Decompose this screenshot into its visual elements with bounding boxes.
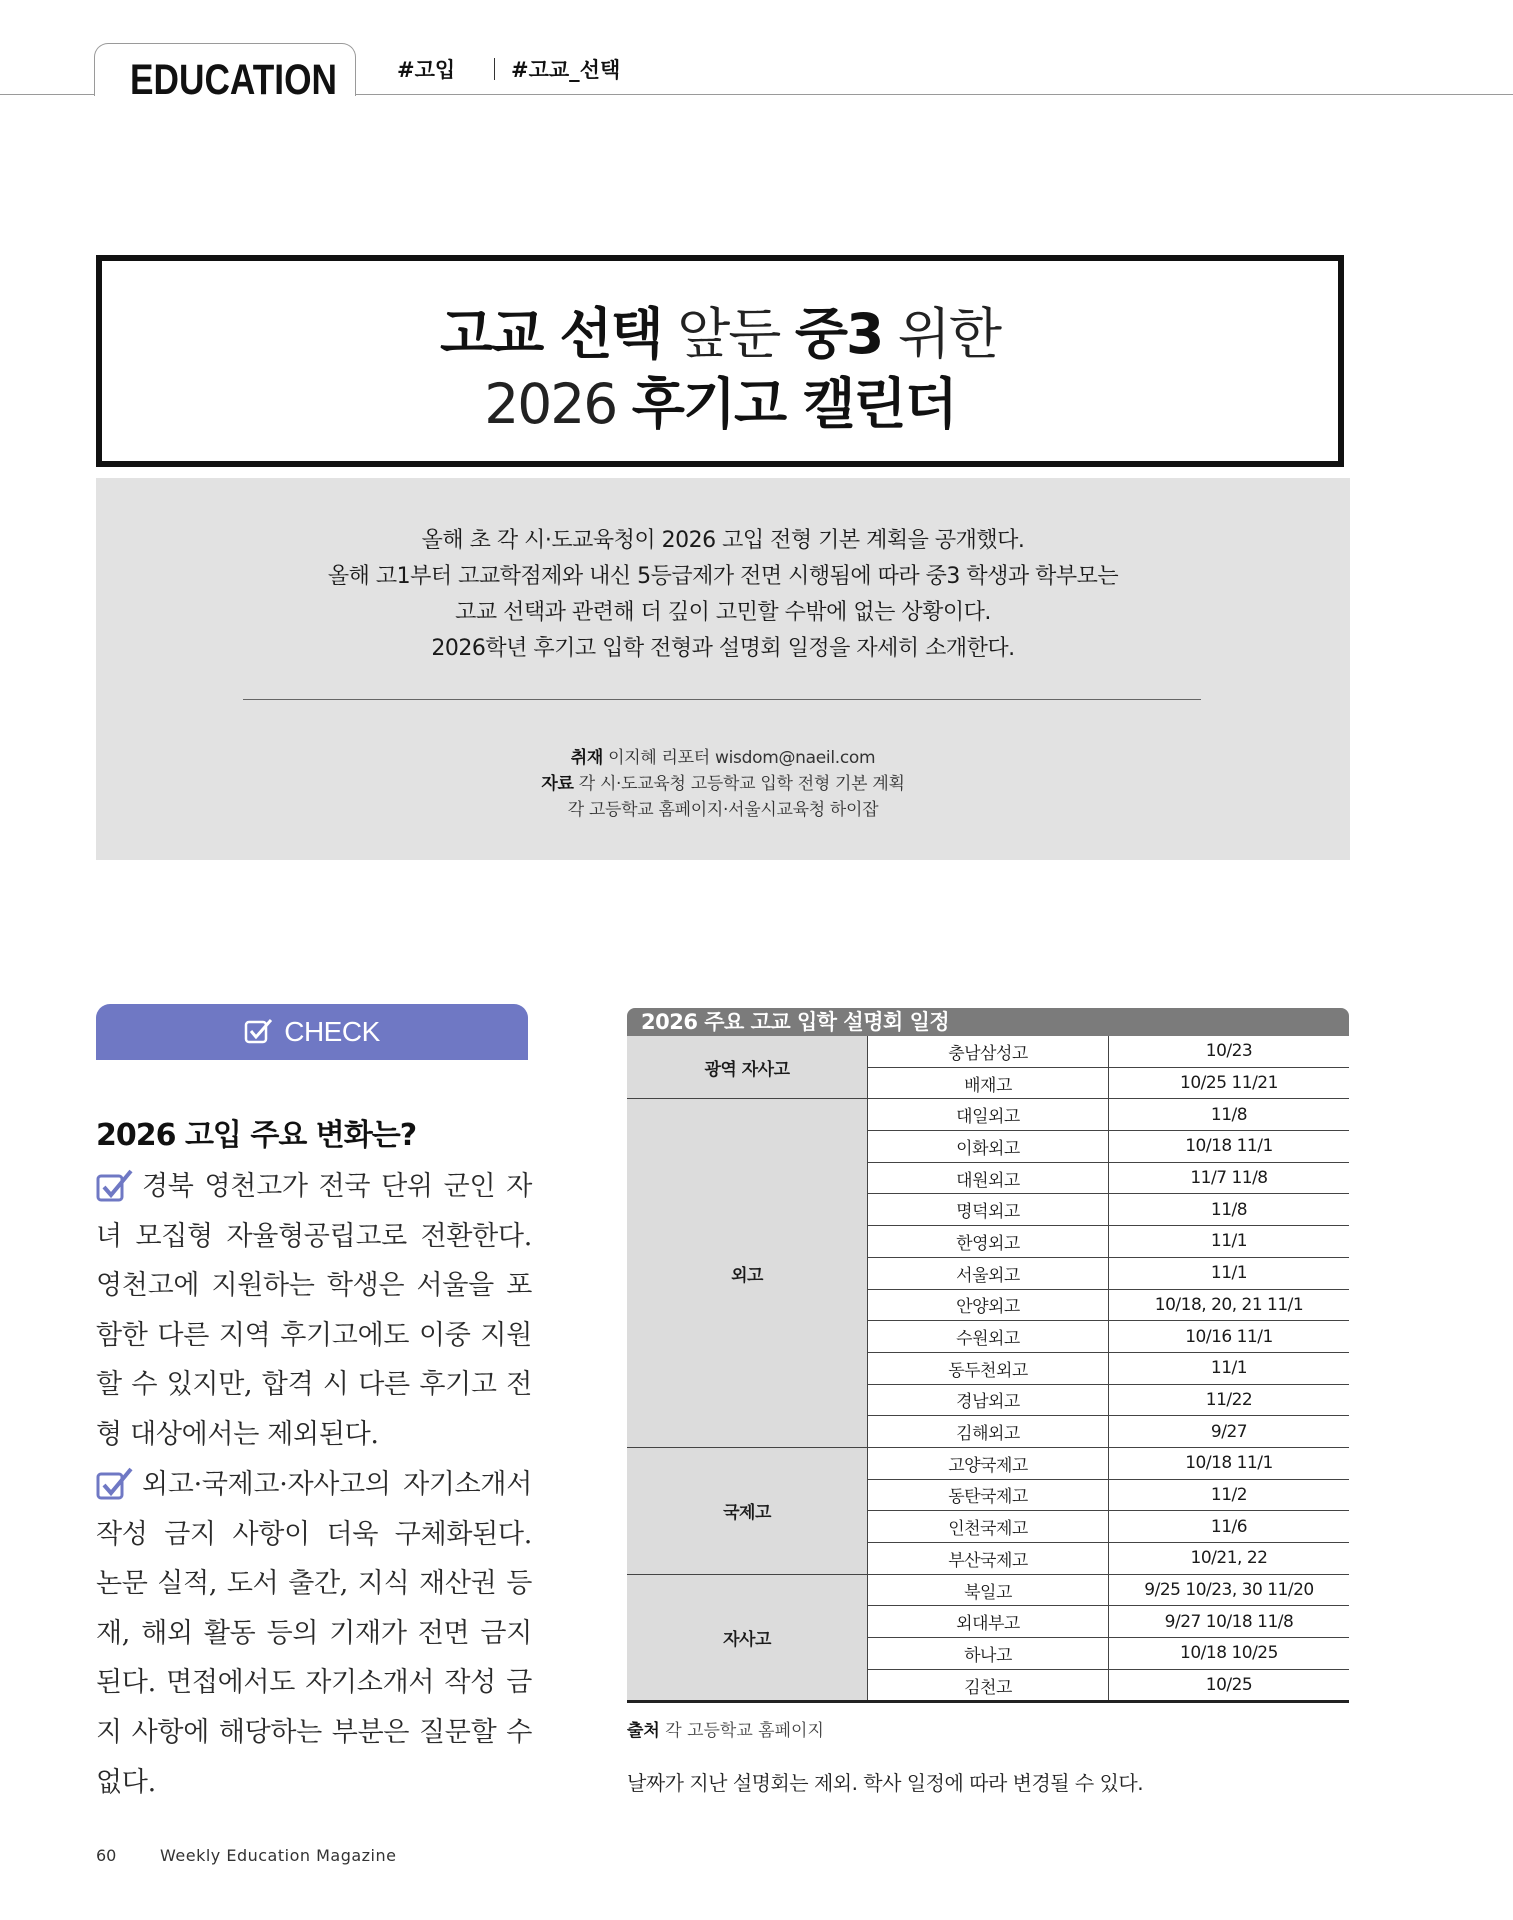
credit-label: 자료: [541, 774, 574, 794]
date-cell: 10/18 10/25: [1109, 1638, 1350, 1670]
school-cell: 김해외고: [868, 1416, 1109, 1448]
title-part: 중3: [794, 302, 883, 366]
date-cell: 9/27 10/18 11/8: [1109, 1606, 1350, 1638]
title-part: 후기고 캘린더: [631, 372, 956, 436]
title-part: 위한: [882, 302, 1001, 366]
table-row: [627, 1036, 1349, 1067]
school-cell: 고양국제고: [868, 1447, 1109, 1479]
checkbox-icon: [96, 1168, 134, 1202]
title-line-1: [102, 301, 1338, 367]
date-cell: 10/23: [1109, 1036, 1350, 1067]
page-number: 60: [96, 1846, 117, 1865]
date-cell: 11/7 11/8: [1109, 1162, 1350, 1194]
school-cell: 외대부고: [868, 1606, 1109, 1638]
date-cell: 10/16 11/1: [1109, 1321, 1350, 1353]
intro-panel: [96, 478, 1350, 860]
school-cell: 한영외고: [868, 1226, 1109, 1258]
school-cell: 김천고: [868, 1669, 1109, 1702]
schedule-table: [627, 1036, 1349, 1703]
check-item-1: [96, 1162, 532, 1460]
credit-label: 취재: [570, 748, 603, 768]
intro-divider: [243, 699, 1201, 700]
school-cell: 부산국제고: [868, 1543, 1109, 1575]
check-badge-label: CHECK: [284, 1016, 380, 1047]
date-cell: 11/6: [1109, 1511, 1350, 1543]
school-cell: 서울외고: [868, 1257, 1109, 1289]
credit-source-2: 각 고등학교 홈페이지·서울시교육청 하이잡: [567, 800, 879, 820]
school-cell: 안양외고: [868, 1289, 1109, 1321]
hashtag-2: #고교_선택: [511, 58, 621, 82]
intro-line: 고교 선택과 관련해 더 깊이 고민할 수밖에 없는 상황이다.: [455, 600, 991, 625]
table-row: [627, 1447, 1349, 1479]
credit-text: 이지혜 리포터 wisdom@naeil.com: [602, 748, 876, 768]
date-cell: 10/18 11/1: [1109, 1447, 1350, 1479]
table-note: 날짜가 지난 설명회는 제외. 학사 일정에 따라 변경될 수 있다.: [627, 1771, 1144, 1795]
section-label: EDUCATION: [130, 56, 337, 104]
article-title-box: [96, 255, 1344, 467]
date-cell: 11/1: [1109, 1226, 1350, 1258]
date-cell: 11/22: [1109, 1384, 1350, 1416]
date-cell: 10/25: [1109, 1669, 1350, 1702]
school-cell: 대일외고: [868, 1099, 1109, 1131]
group-cell: 자사고: [627, 1574, 868, 1702]
group-cell: 국제고: [627, 1447, 868, 1574]
checkbox-icon: [96, 1466, 134, 1500]
school-cell: 동두천외고: [868, 1352, 1109, 1384]
date-cell: 10/25 11/21: [1109, 1067, 1350, 1099]
hashtag-1: #고입: [397, 58, 456, 82]
source-label: 출처: [627, 1721, 660, 1741]
check-badge: [96, 1004, 528, 1060]
credit-reporter: [96, 743, 1350, 768]
table-source: [627, 1716, 824, 1741]
date-cell: 11/1: [1109, 1257, 1350, 1289]
check-item-text: 외고·국제고·자사고의 자기소개서 작성 금지 사항이 더욱 구체화된다. 논문 실적, 도서 출간, 지식 재산권 등재, 해외 활동 등의 기재가 전면 금지된다. 면접에서도 자기소개서 작성 금지 사항에 해당하는 부분은 질문할 수 없다.: [96, 1469, 532, 1798]
intro-line: 올해 초 각 시·도교육청이 2026 고입 전형 기본 계획을 공개했다.: [421, 528, 1025, 553]
table-row: [627, 1574, 1349, 1606]
school-cell: 경남외고: [868, 1384, 1109, 1416]
school-cell: 명덕외고: [868, 1194, 1109, 1226]
section-heading: 2026 고입 주요 변화는?: [96, 1118, 417, 1153]
school-cell: 수원외고: [868, 1321, 1109, 1353]
group-cell: 외고: [627, 1099, 868, 1448]
source-text: 각 고등학교 홈페이지: [659, 1721, 824, 1741]
date-cell: 9/25 10/23, 30 11/20: [1109, 1574, 1350, 1606]
date-cell: 10/18 11/1: [1109, 1131, 1350, 1163]
check-item-2: [96, 1460, 532, 1807]
intro-line: 2026학년 후기고 입학 전형과 설명회 일정을 자세히 소개한다.: [431, 636, 1015, 661]
table-row: [627, 1099, 1349, 1131]
school-cell: 대원외고: [868, 1162, 1109, 1194]
date-cell: 10/18, 20, 21 11/1: [1109, 1289, 1350, 1321]
check-item-text: 경북 영천고가 전국 단위 군인 자녀 모집형 자율형공립고로 전환한다. 영천고에 지원하는 학생은 서울을 포함한 다른 지역 후기고에도 이중 지원할 수 있지만, 합격 시 다른 후기고 전형 대상에서는 제외된다.: [96, 1171, 532, 1450]
school-cell: 이화외고: [868, 1131, 1109, 1163]
school-cell: 동탄국제고: [868, 1479, 1109, 1511]
credit-text: 각 시·도교육청 고등학교 입학 전형 기본 계획: [573, 774, 905, 794]
date-cell: 11/1: [1109, 1352, 1350, 1384]
title-line-2: [102, 371, 1338, 437]
date-cell: 11/2: [1109, 1479, 1350, 1511]
school-cell: 배재고: [868, 1067, 1109, 1099]
magazine-name: Weekly Education Magazine: [160, 1846, 397, 1865]
checkbox-icon: [244, 1016, 274, 1046]
title-part: 앞둔: [661, 302, 795, 366]
date-cell: 10/21, 22: [1109, 1543, 1350, 1575]
hashtag-divider: [494, 58, 495, 80]
credit-source: [96, 769, 1350, 794]
school-cell: 인천국제고: [868, 1511, 1109, 1543]
title-part: 2026: [484, 372, 632, 436]
date-cell: 9/27: [1109, 1416, 1350, 1448]
table-title: 2026 주요 고교 입학 설명회 일정: [627, 1008, 1349, 1036]
date-cell: 11/8: [1109, 1099, 1350, 1131]
school-cell: 북일고: [868, 1574, 1109, 1606]
date-cell: 11/8: [1109, 1194, 1350, 1226]
intro-line: 올해 고1부터 고교학점제와 내신 5등급제가 전면 시행됨에 따라 중3 학생과 학부모는: [327, 564, 1119, 589]
group-cell: 광역 자사고: [627, 1036, 868, 1099]
school-cell: 충남삼성고: [868, 1036, 1109, 1067]
school-cell: 하나고: [868, 1638, 1109, 1670]
title-part: 고교 선택: [439, 302, 662, 366]
